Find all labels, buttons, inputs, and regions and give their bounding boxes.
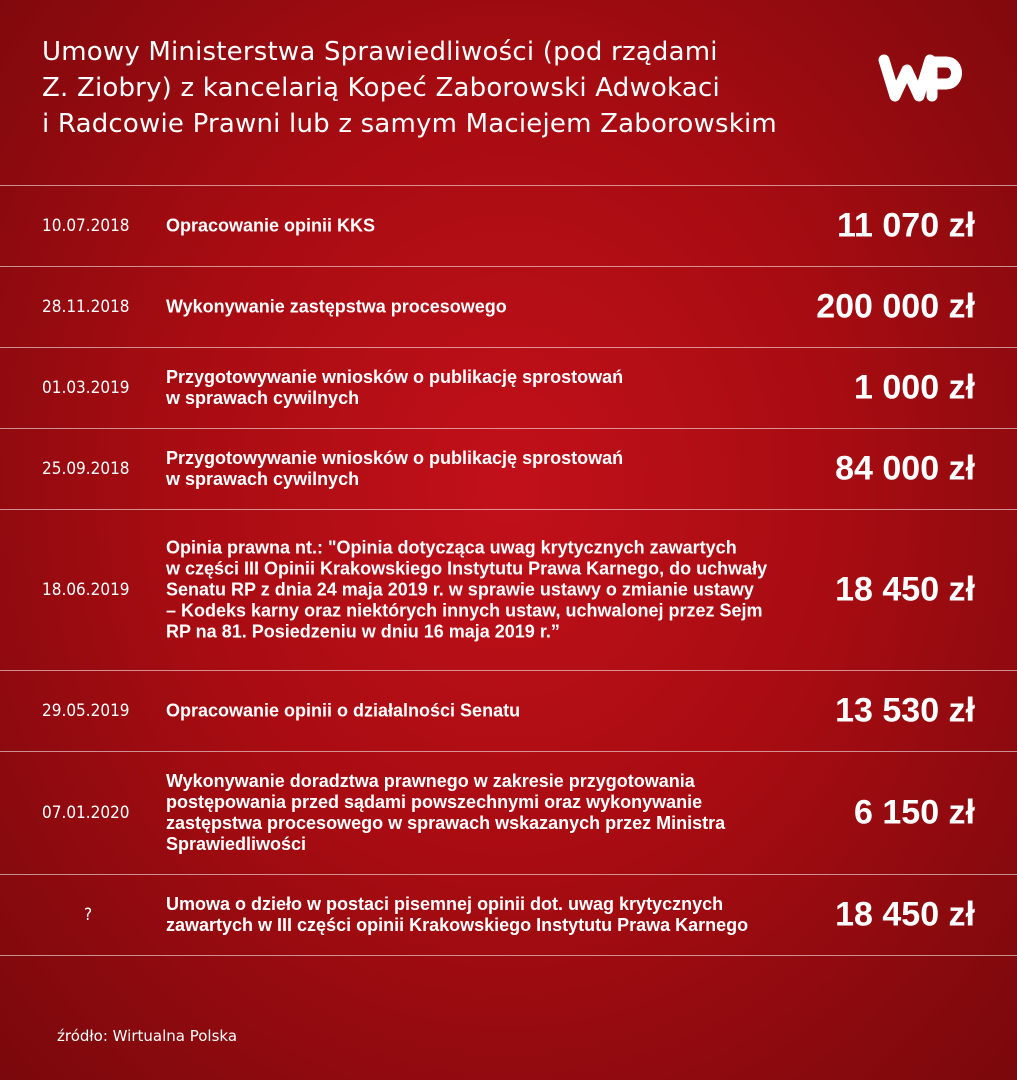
row-date: ? — [83, 905, 93, 925]
row-amount: 6 150 zł — [854, 793, 975, 832]
table-row — [0, 429, 1017, 510]
table-row — [0, 348, 1017, 429]
row-amount: 18 450 zł — [835, 895, 975, 934]
row-description-line: zawartych w III części opinii Krakowskiego Instytutu Prawa Karnego — [166, 915, 749, 935]
row-amount: 13 530 zł — [835, 691, 975, 730]
row-amount: 1 000 zł — [854, 368, 975, 407]
row-description — [166, 771, 796, 855]
row-date: 18.06.2019 — [42, 580, 130, 600]
row-amount: 11 070 zł — [836, 206, 975, 245]
table-row — [0, 186, 1017, 267]
wp-logo-icon — [878, 52, 966, 104]
source-note: źródło: Wirtualna Polska — [57, 1027, 238, 1045]
row-date: 01.03.2019 — [42, 378, 130, 398]
row-description — [166, 367, 796, 409]
row-description-line: Przygotowywanie wniosków o publikację sprostowań — [166, 367, 624, 387]
table-row — [0, 510, 1017, 671]
row-description — [166, 297, 796, 318]
row-description-line: zastępstwa procesowego w sprawach wskazanych przez Ministra — [166, 813, 726, 833]
row-date: 10.07.2018 — [42, 216, 130, 236]
row-description — [166, 448, 796, 490]
row-description — [166, 701, 796, 722]
row-date: 28.11.2018 — [42, 297, 130, 317]
table-row — [0, 875, 1017, 956]
row-date: 29.05.2019 — [42, 701, 130, 721]
row-description-line: Sprawiedliwości — [166, 834, 307, 854]
row-description-line: RP na 81. Posiedzeniu w dniu 16 maja 2019 r.” — [166, 621, 560, 642]
row-date: 25.09.2018 — [42, 459, 130, 479]
row-date: 07.01.2020 — [42, 803, 130, 823]
row-description-line: – Kodeks karny oraz niektórych innych ustaw, uchwalonej przez Sejm — [166, 600, 763, 621]
row-description-line: w sprawach cywilnych — [166, 469, 360, 489]
contracts-table — [0, 185, 1017, 956]
page-title — [42, 34, 842, 142]
row-description-line: Opinia prawna nt.: "Opinia dotycząca uwag krytycznych zawartych — [166, 537, 737, 558]
table-row — [0, 671, 1017, 752]
table-row — [0, 752, 1017, 875]
row-description-line: Opracowanie opinii o działalności Senatu — [166, 700, 521, 721]
wp-logo — [878, 52, 966, 104]
title-line-2: Z. Ziobry) z kancelarią Kopeć Zaborowski Adwokaci — [42, 73, 720, 103]
row-description-line: Opracowanie opinii KKS — [166, 215, 376, 236]
row-amount: 18 450 zł — [835, 570, 975, 609]
row-description-line: Przygotowywanie wniosków o publikację sprostowań — [166, 448, 624, 468]
row-description-line: Umowa o dzieło w postaci pisemnej opinii dot. uwag krytycznych — [166, 894, 724, 914]
row-description — [166, 216, 796, 237]
row-description-line: w sprawach cywilnych — [166, 388, 360, 408]
row-amount: 200 000 zł — [816, 287, 975, 326]
title-line-3: i Radcowie Prawni lub z samym Maciejem Zaborowskim — [42, 109, 777, 139]
row-description — [166, 894, 796, 936]
row-amount: 84 000 zł — [835, 449, 975, 488]
row-description-line: Senatu RP z dnia 24 maja 2019 r. w sprawie ustawy o zmianie ustawy — [166, 579, 754, 600]
title-line-1: Umowy Ministerstwa Sprawiedliwości (pod rządami — [42, 37, 718, 67]
table-row — [0, 267, 1017, 348]
row-description-line: postępowania przed sądami powszechnymi oraz wykonywanie — [166, 792, 703, 812]
row-description-line: Wykonywanie zastępstwa procesowego — [166, 296, 507, 317]
row-description-line: Wykonywanie doradztwa prawnego w zakresie przygotowania — [166, 771, 695, 791]
row-description — [166, 538, 796, 643]
row-description-line: w części III Opinii Krakowskiego Instytutu Prawa Karnego, do uchwały — [166, 558, 768, 579]
